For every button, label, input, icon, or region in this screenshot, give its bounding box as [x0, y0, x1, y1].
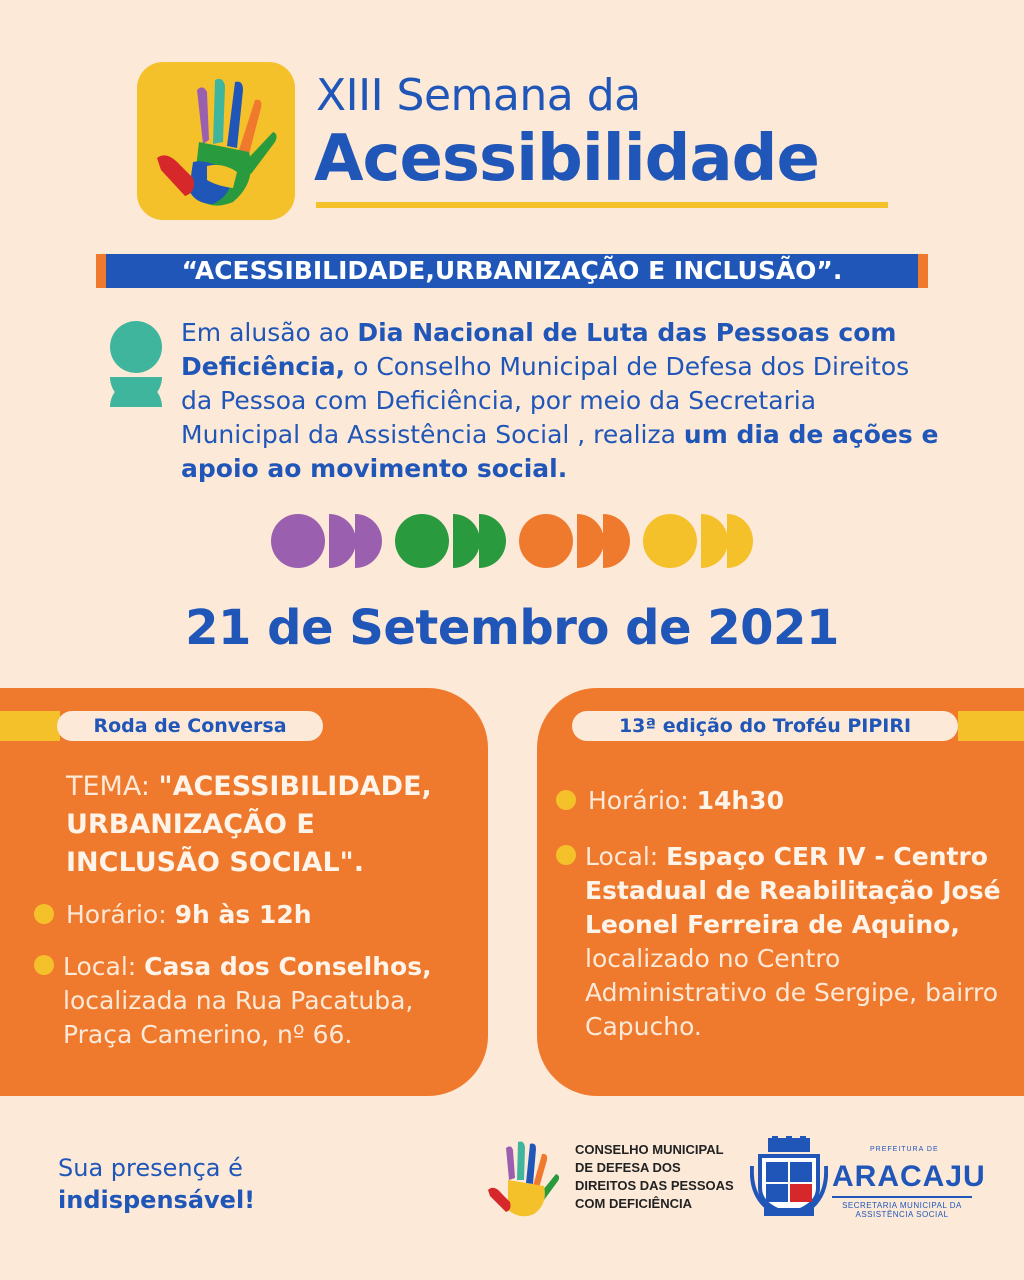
aracaju-divider: [832, 1196, 972, 1198]
trofeu-header: 13ª edição do Troféu PIPIRI: [572, 711, 958, 741]
presenca-text: Sua presença é indispensável!: [58, 1154, 256, 1214]
left-band: [0, 711, 60, 741]
left-horario: Horário: 9h às 12h: [66, 900, 312, 929]
tema-text: TEMA: "ACESSIBILIDADE, URBANIZAÇÃO E INCLUSÃO SOCIAL".: [66, 771, 432, 878]
aracaju-logo-text: ARACAJU: [832, 1160, 986, 1193]
bullet-icon: [556, 845, 576, 865]
title-line-2: Acessibilidade: [314, 122, 819, 196]
left-local: Local: Casa dos Conselhos, localizada na Rua Pacatuba, Praça Camerino, nº 66.: [63, 952, 432, 1049]
event-date: 21 de Setembro de 2021: [185, 600, 839, 656]
event-logo: [137, 62, 295, 220]
coat-of-arms-icon: [750, 1136, 828, 1220]
teal-shapes-icon: [108, 321, 164, 433]
hand-icon: [137, 62, 295, 220]
council-name: CONSELHO MUNICIPAL DE DEFESA DOS DIREITOS DAS PESSOAS COM DEFICIÊNCIA: [575, 1142, 734, 1211]
secretaria-label: SECRETARIA MUNICIPAL DA ASSISTÊNCIA SOCIAL: [842, 1201, 962, 1219]
decorative-dots: [271, 514, 753, 568]
right-local: Local: Espaço CER IV - Centro Estadual de Reabilitação José Leonel Ferreira de Aquino, localizado no Centro Administrativo de Sergipe, bairro Capucho.: [585, 842, 1001, 1041]
title-line-1: XIII Semana da: [316, 70, 641, 121]
title-underline: [316, 202, 888, 208]
council-hand-icon: [486, 1138, 570, 1222]
right-horario: Horário: 14h30: [588, 786, 784, 815]
slogan-text: “ACESSIBILIDADE,URBANIZAÇÃO E INCLUSÃO”.: [181, 256, 843, 285]
prefeitura-label: PREFEITURA DE: [870, 1146, 939, 1153]
bullet-icon: [556, 790, 576, 810]
bullet-icon: [34, 955, 54, 975]
roda-conversa-header: Roda de Conversa: [57, 711, 323, 741]
intro-paragraph: Em alusão ao Dia Nacional de Luta das Pessoas com Deficiência, o Conselho Municipal de Defesa dos Direitos da Pessoa com Deficiência, por meio da Secretaria Municipal da Assistência Social , realiza um dia de ações e apoio ao movimento social.: [181, 318, 939, 483]
right-band: [958, 711, 1024, 741]
bullet-icon: [34, 904, 54, 924]
